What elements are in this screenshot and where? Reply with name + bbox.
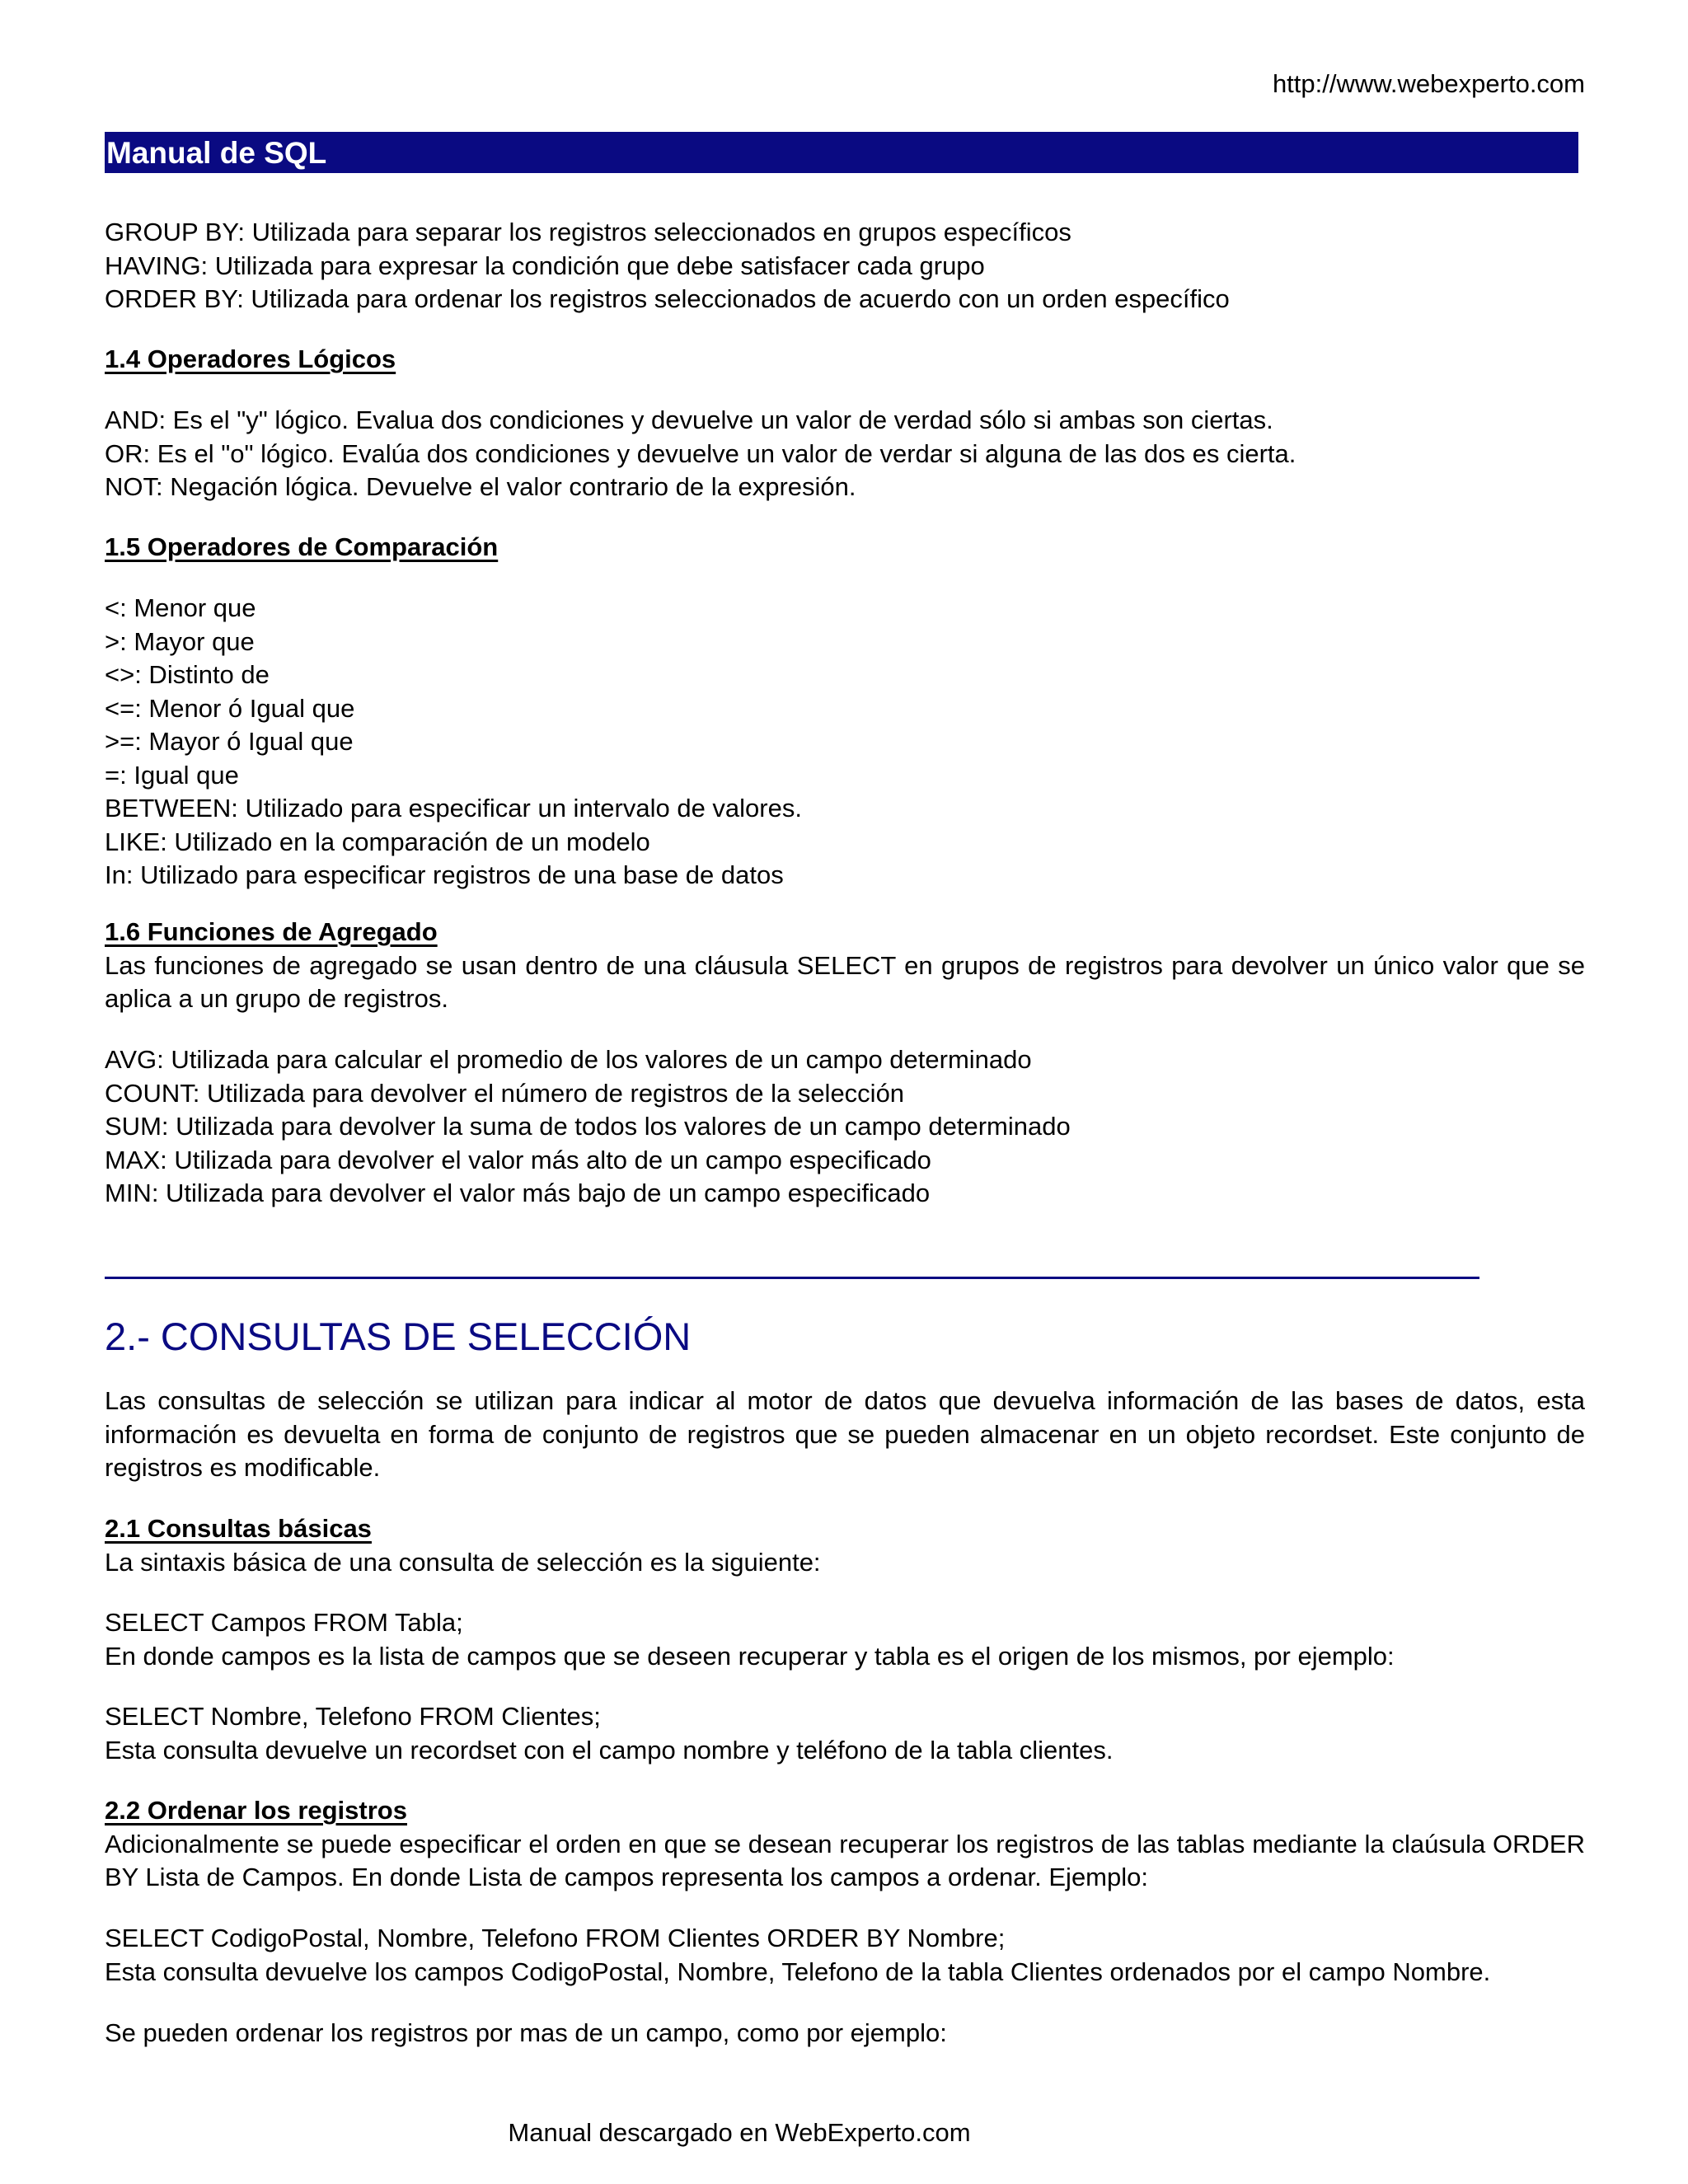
order-example: SELECT CodigoPostal, Nombre, Telefono FROM Clientes ORDER BY Nombre; [105, 1924, 1006, 1952]
clause-having: HAVING: Utilizada para expresar la condición que debe satisfacer cada grupo [105, 251, 985, 280]
logical-and: AND: Es el "y" lógico. Evalua dos condiciones y devuelve un valor de verdad sólo si ambas son ciertas. [105, 405, 1273, 434]
aggregate-functions-heading: 1.6 Funciones de Agregado [105, 917, 438, 946]
comparison-item: <=: Menor ó Igual que [105, 693, 355, 723]
header-url[interactable]: http://www.webexperto.com [1272, 69, 1585, 98]
aggregate-sum: SUM: Utilizada para devolver la suma de todos los valores de un campo determinado [105, 1112, 1071, 1141]
basic-queries-section [105, 1512, 1585, 1579]
comparison-item: >=: Mayor ó Igual que [105, 727, 354, 756]
logical-operators-heading: 1.4 Operadores Lógicos [105, 344, 396, 373]
aggregate-avg: AVG: Utilizada para calcular el promedio de los valores de un campo determinado [105, 1045, 1032, 1074]
logical-operators-section [105, 343, 1585, 377]
order-more-block [105, 2017, 1585, 2050]
order-records-heading: 2.2 Ordenar los registros [105, 1796, 407, 1825]
clause-group-by: GROUP BY: Utilizada para separar los registros seleccionados en grupos específicos [105, 218, 1071, 246]
comparison-item: LIKE: Utilizado en la comparación de un modelo [105, 827, 650, 856]
logical-not: NOT: Negación lógica. Devuelve el valor contrario de la expresión. [105, 472, 856, 501]
basic-example: SELECT Nombre, Telefono FROM Clientes; [105, 1702, 601, 1731]
aggregate-functions-section [105, 916, 1585, 1016]
comparison-operators-section [105, 531, 1585, 565]
basic-syntax: SELECT Campos FROM Tabla; [105, 1608, 463, 1637]
manual-title-bar: Manual de SQL [105, 132, 1578, 173]
order-records-intro: Adicionalmente se puede especificar el orden en que se desean recuperar los registros de las tablas mediante la claúsula ORDER BY Lista de Campos. En donde Lista de campos representa los campos a ordenar. Ejemplo: [105, 1829, 1585, 1891]
aggregate-functions-list [105, 1043, 1585, 1211]
comparison-item: >: Mayor que [105, 626, 255, 656]
basic-example-note: Esta consulta devuelve un recordset con el campo nombre y teléfono de la tabla clientes. [105, 1735, 1114, 1765]
section-divider [105, 1277, 1479, 1279]
comparison-item: =: Igual que [105, 760, 239, 790]
basic-queries-lead: La sintaxis básica de una consulta de selección es la siguiente: [105, 1547, 821, 1577]
document-page [105, 0, 1585, 2184]
logical-operators-list [105, 404, 1585, 504]
comparison-operators-list [105, 592, 1585, 893]
comparison-item: <: Menor que [105, 593, 256, 622]
section-2-title: 2.- CONSULTAS DE SELECCIÓN [105, 1315, 692, 1358]
aggregate-max: MAX: Utilizada para devolver el valor más alto de un campo especificado [105, 1145, 931, 1174]
basic-queries-heading: 2.1 Consultas básicas [105, 1514, 372, 1543]
comparison-operators-heading: 1.5 Operadores de Comparación [105, 532, 499, 561]
basic-syntax-note: En donde campos es la lista de campos que se deseen recuperar y tabla es el origen de los mismos, por ejemplo: [105, 1641, 1395, 1671]
comparison-item: BETWEEN: Utilizado para especificar un intervalo de valores. [105, 794, 802, 823]
order-example-note: Esta consulta devuelve los campos CodigoPostal, Nombre, Telefono de la tabla Clientes ordenados por el campo Nombre. [105, 1957, 1491, 1986]
aggregate-min: MIN: Utilizada para devolver el valor más bajo de un campo especificado [105, 1179, 931, 1207]
aggregate-functions-intro: Las funciones de agregado se usan dentro de una cláusula SELECT en grupos de registros para devolver un único valor que se aplica a un grupo de registros. [105, 950, 1585, 1013]
basic-example-block [105, 1700, 1585, 1767]
clauses-list [105, 216, 1585, 316]
order-records-section [105, 1794, 1585, 1895]
section-2-intro: Las consultas de selección se utilizan para indicar al motor de datos que devuelva información de las bases de datos, esta información es devuelta en forma de conjunto de registros que se pueden almacenar en un objeto recordset. Este conjunto de registros es modificable. [105, 1386, 1585, 1482]
comparison-item: <>: Distinto de [105, 660, 270, 689]
aggregate-count: COUNT: Utilizada para devolver el número de registros de la selección [105, 1078, 905, 1108]
basic-syntax-block [105, 1606, 1585, 1673]
order-more: Se pueden ordenar los registros por mas de un campo, como por ejemplo: [105, 2018, 947, 2047]
clause-order-by: ORDER BY: Utilizada para ordenar los registros seleccionados de acuerdo con un orden específico [105, 284, 1230, 313]
logical-or: OR: Es el "o" lógico. Evalúa dos condiciones y devuelve un valor de verdar si alguna de las dos es cierta. [105, 438, 1296, 468]
order-example-block [105, 1922, 1585, 1989]
comparison-item: In: Utilizado para especificar registros de una base de datos [105, 860, 784, 889]
footer-text: Manual descargado en WebExperto.com [508, 2118, 971, 2147]
